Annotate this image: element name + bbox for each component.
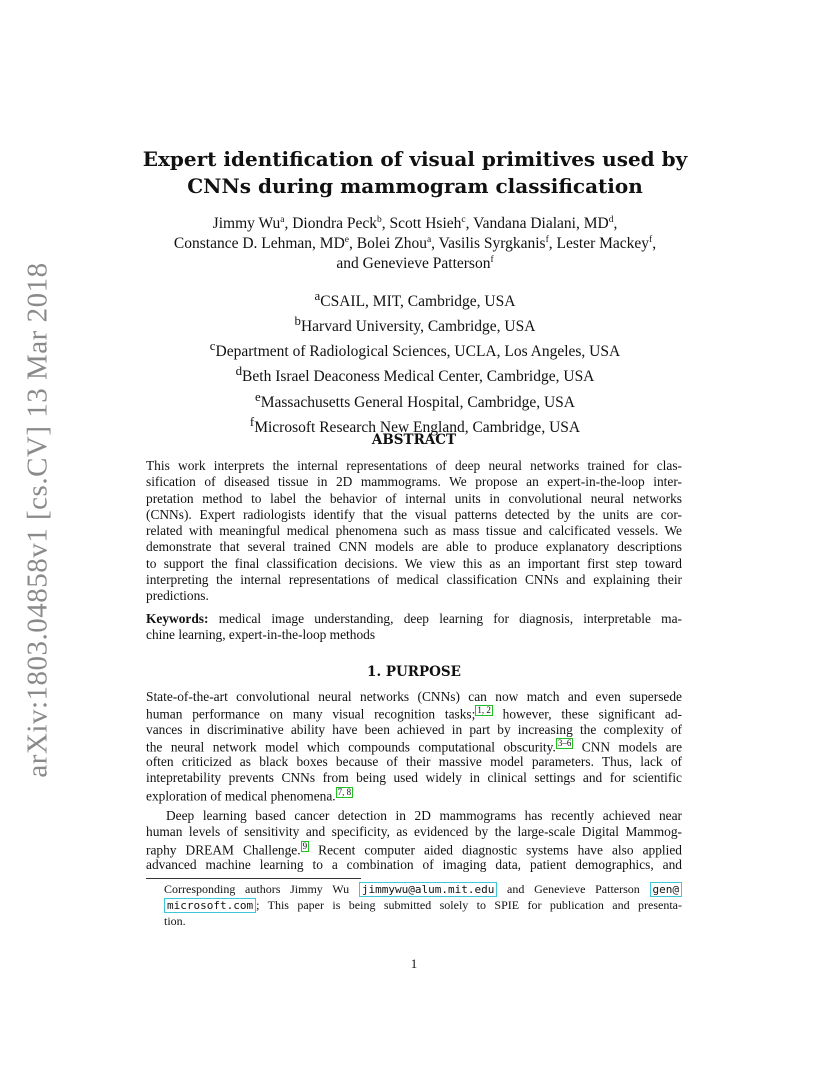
citation-link[interactable]: 7, 8 [337,786,352,797]
text-run: however, these significant ad- [492,706,682,722]
footnote-line [146,881,682,897]
title-line-1: Expert identification of visual primitives used by [142,147,688,171]
author-name: Constance D. Lehman, MD [173,235,345,252]
author-name: Lester Mackey [556,235,650,252]
paragraph-line: Deep learning based cancer detection in 2D mammograms has recently achieved near [166,808,682,823]
abstract-line: interpreting the internal representations of medical classification CNNs and explaining their [146,572,682,588]
authors-conjunction: and [336,255,359,272]
affiliation-item [120,336,710,361]
affiliation-item [120,361,710,386]
footnote-line: tion. [164,914,186,928]
text-run: raphy DREAM Challenge. [146,842,301,858]
affiliation-text: Beth Israel Deaconess Medical Center, Cambridge, USA [242,368,595,386]
keywords-line [146,611,682,627]
abstract-line: demonstrate that several trained CNN models are able to produce explanatory descriptions [146,539,682,555]
abstract-line: predictions. [146,588,209,604]
author-name: Vasilis Syrgkanis [438,235,546,252]
citation-link[interactable]: 9 [302,840,308,851]
author-affiliation-mark: f [649,234,653,245]
footnote-line [146,897,682,913]
paragraph-line: intepretability prevents CNNs from being used widely in clinical settings and for scientific [146,770,682,786]
affiliation-list [120,286,710,437]
paragraph-line: advanced machine learning to a combination of imaging data, patient demographics, and [146,856,682,872]
title-line-2: CNNs during mammogram classification [187,174,643,198]
authors-line-2: Constance D. Lehman, MDe, Bolei Zhou$^a$, Vasilis Syrgkanis$^f$, Lester Mackey$^f$, [173,234,657,252]
paragraph-line [146,841,682,857]
affiliation-mark: b [294,313,301,329]
affiliation-mark: f [249,413,255,429]
citation-link[interactable]: 3–6 [557,737,572,748]
affiliation-text: Department of Radiological Sciences, UCLA, Los Angeles, USA [215,343,621,361]
keywords-text: medical image understanding, deep learning for diagnosis, interpretable ma- [218,611,682,626]
text-run: Corresponding authors Jimmy Wu [164,882,359,896]
author-name: Genevieve Patterson [362,255,491,272]
keywords-line: chine learning, expert-in-the-loop methods [146,627,376,643]
affiliation-item [120,286,710,311]
purpose-heading: 1. PURPOSE [367,664,461,680]
email-link[interactable]: jimmywu@alum.mit.edu [359,882,497,897]
author-name: Bolei Zhou [356,235,427,252]
text-run: Recent computer aided diagnostic systems have also applied [309,842,682,858]
affiliation-item [120,311,710,336]
author-name: Diondra Peck [292,215,377,232]
affiliation-text: Microsoft Research New England, Cambridge, USA [254,418,581,436]
footnote [146,881,682,929]
email-link[interactable]: gen@ [650,882,683,897]
affiliation-mark: c [209,338,216,354]
page-number: 1 [410,956,418,971]
affiliation-text: Massachusetts General Hospital, Cambridge, USA [260,393,575,411]
affiliation-mark: e [255,388,261,404]
abstract-line: pretation method to label the behavior of internal units in convolutional neural networks [146,490,682,506]
affiliation-text: CSAIL, MIT, Cambridge, USA [320,293,516,311]
paragraph-line [146,738,682,754]
authors-line-3 [120,254,710,274]
paragraph-line: often criticized as black boxes because of their massive model parameters. Thus, lack of [146,754,682,770]
abstract-line: (CNNs). Expert radiologists identify that the visual patterns detected by the units are cor- [146,506,682,522]
author-name: Vandana Dialani, MD [473,215,609,232]
paragraph-line: vances in discriminative ability have been achieved in part by increasing the complexity of [146,721,682,737]
abstract-line: related with meaningful medical phenomena such as mass tissue and calcificated vessels. We [146,523,682,539]
abstract-line: sification of diseased tissue in 2D mammograms. We propose an expert-in-the-loop inter- [146,474,682,490]
text-run: the neural network model which compounds computational obscurity. [146,739,556,755]
text-run: human performance on many visual recognition tasks; [146,706,476,722]
abstract-heading: ABSTRACT [371,432,457,448]
paragraph-line: human levels of sensitivity and specificity, as evidenced by the large-scale Digital Mammog- [146,824,682,840]
paragraph-line: State-of-the-art convolutional neural networks (CNNs) can now match and even supersede [146,689,682,704]
email-link[interactable]: microsoft.com [164,898,256,913]
keywords-label: Keywords: [146,611,209,626]
author-affiliation-mark: a [426,234,432,245]
affiliation-mark: d [235,363,243,379]
text-run: and Genevieve Patterson [497,882,650,896]
affiliation-item [120,387,710,412]
text-run: exploration of medical phenomena. [146,788,336,804]
abstract-line: to support the final classification decisions. We view this as an important first step toward [146,555,682,571]
paragraph-line [146,705,682,721]
arxiv-identifier[interactable]: arXiv:1803.04858v1 [cs.CV] 13 Mar 2018 [21,262,54,778]
affiliation-mark: a [314,288,321,303]
citation-link[interactable]: 1, 2 [477,705,491,716]
purpose-paragraph-2 [146,808,682,873]
authors-line-1: Jimmy Wu$^a$, Diondra Peck$^b$, Scott Hsieh$^c$, Vandana Dialani, $MD^d$, [212,214,618,232]
text-run: ; This paper is being submitted solely to SPIE for publication and presenta- [256,898,682,912]
purpose-paragraph-1 [146,689,682,803]
keywords-block [146,611,682,644]
author-name: Jimmy Wu [212,215,281,232]
author-list [120,214,710,274]
author-affiliation-mark: f [490,254,494,265]
author-affiliation-mark: f [545,234,549,245]
author-name: Scott Hsieh [389,215,462,232]
abstract-body [146,458,682,605]
text-run: CNN models are [573,739,683,755]
author-affiliation-mark: e [344,234,350,245]
affiliation-text: Harvard University, Cambridge, USA [300,318,536,336]
footnote-divider [146,878,361,879]
author-affiliation-mark: c [461,214,466,225]
paragraph-line [146,787,682,803]
abstract-line: This work interprets the internal representations of deep neural networks trained for clas- [146,458,682,473]
author-affiliation-mark: b [377,214,382,225]
author-affiliation-mark: a [280,214,285,225]
author-affiliation-mark: d [608,214,614,225]
paper-title [120,146,710,200]
